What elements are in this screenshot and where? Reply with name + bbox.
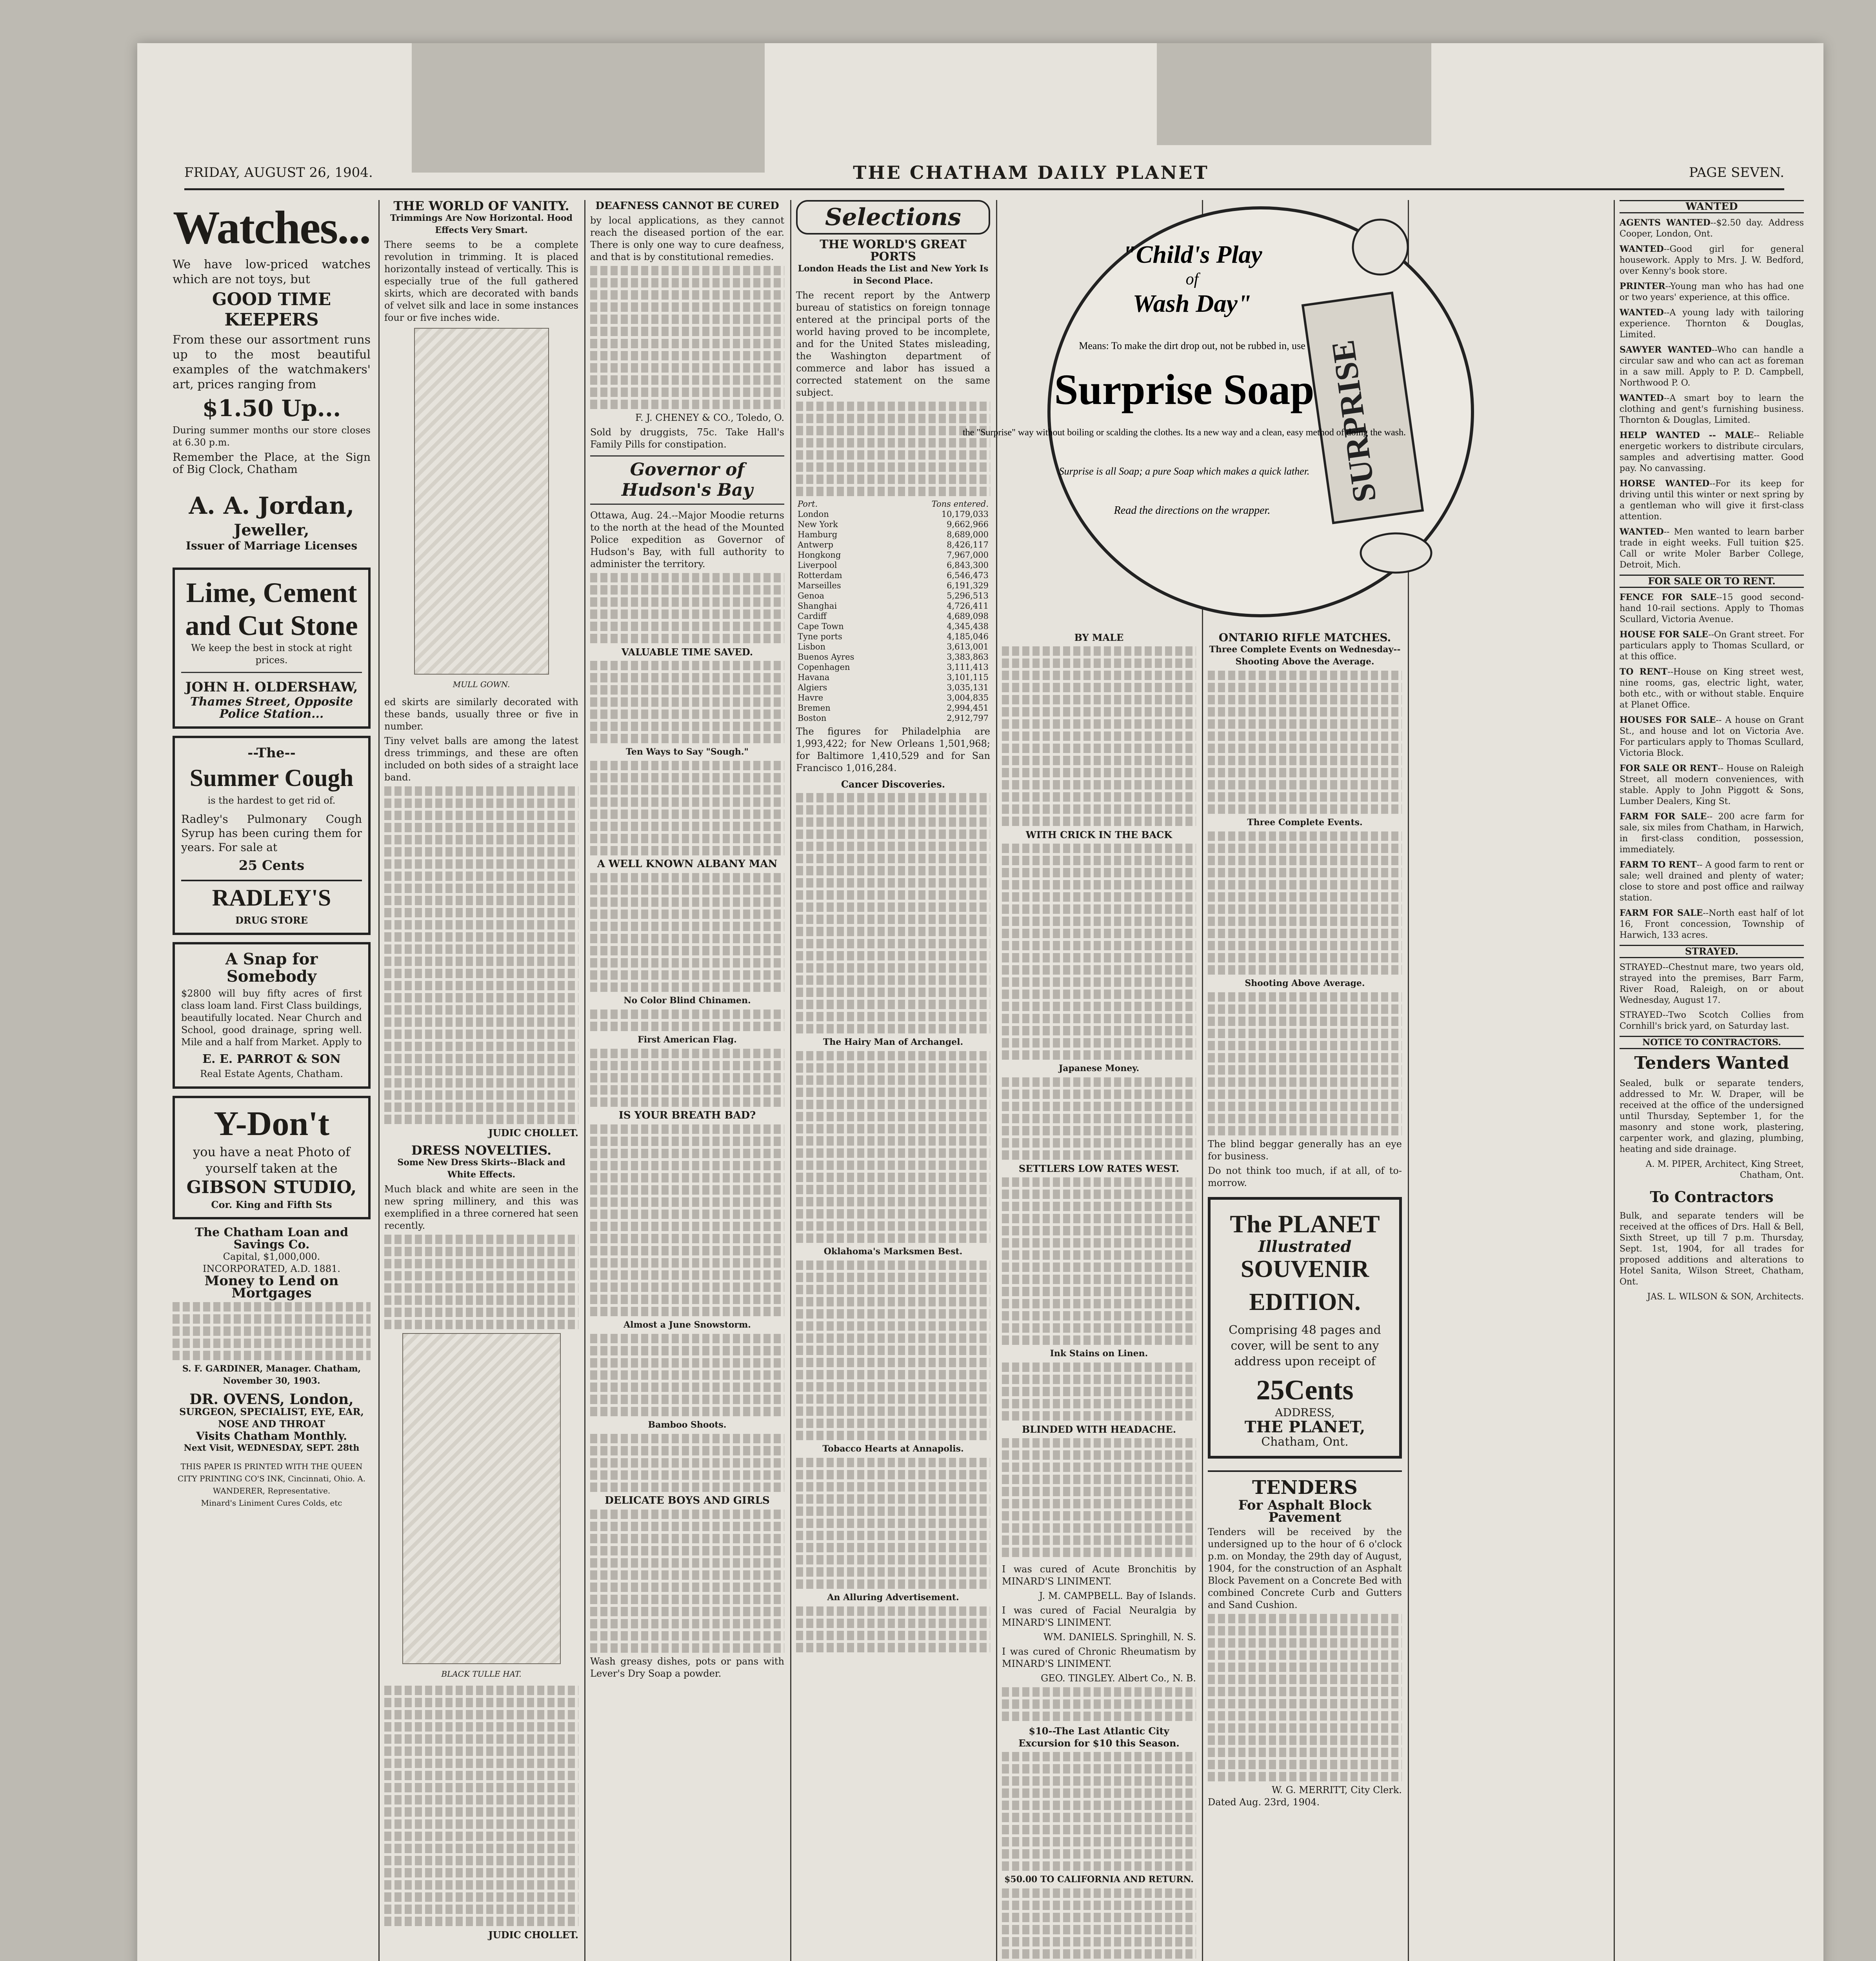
port-tons: 2,912,797 [947, 713, 989, 723]
column-rule [584, 200, 585, 1961]
gibson-address: Cor. King and Fifth Sts [211, 1199, 332, 1210]
summer-cough-ad [173, 736, 371, 935]
column-1-ads [173, 200, 371, 1961]
column-7-classifieds [1620, 200, 1804, 1961]
port-row [796, 601, 990, 611]
wanted-ad-lead: WANTED [1620, 527, 1664, 537]
ports-header-row [796, 499, 990, 509]
tomorrow-note: Do not think too much, if at all, of to-morrow. [1208, 1165, 1402, 1188]
port-row [796, 519, 990, 529]
oldershaw-name: JOHN H. OLDERSHAW, [185, 679, 358, 695]
delicate-heading: DELICATE BOYS AND GIRLS [605, 1495, 770, 1506]
governor-body: Ottawa, Aug. 24.--Major Moodie returns to the north at the head of the Mounted Police expedition as Governor of Hudson's Bay, with full authority to administer the territory. [590, 510, 784, 569]
vanity-sub: Trimmings Are Now Horizontal. Hood Effects Very Smart. [390, 213, 573, 235]
black-tulle-hat-illustration [402, 1333, 561, 1664]
port-row [796, 693, 990, 703]
planet-city: Chatham, Ont. [1261, 1435, 1349, 1449]
port-tons: 4,689,098 [947, 611, 989, 621]
dress-novelties-heading: DRESS NOVELTIES. [411, 1143, 552, 1158]
sale-ad [1620, 592, 1804, 625]
port-name: Boston [798, 713, 827, 723]
port-name: Marseilles [798, 581, 841, 590]
ports-intro: The recent report by the Antwerp bureau of statistics on foreign tonnage entered at the principal ports of the world having proved to be incomplete, and for the United States misleading, the Washington department of commerce and labor has issued a corrected statement on the same subject. [796, 290, 990, 398]
deafness-heading: DEAFNESS CANNOT BE CURED [595, 200, 779, 212]
mull-gown-illustration [414, 328, 549, 675]
page-number: PAGE SEVEN. [1689, 165, 1784, 180]
cough-price: 25 Cents [238, 858, 305, 873]
column-rule [378, 200, 380, 1961]
port-tons: 7,967,000 [947, 550, 989, 560]
port-name: Cape Town [798, 622, 844, 631]
lime-sub: We keep the best in stock at right prices. [191, 642, 352, 666]
first-flag-heading: First American Flag. [638, 1035, 737, 1045]
port-tons: 4,345,438 [947, 622, 989, 631]
jordan-sub: Issuer of Marriage Licenses [185, 539, 358, 552]
masthead [184, 161, 1784, 190]
port-row [796, 540, 990, 550]
minard-sign-1: J. M. CAMPBELL. Bay of Islands. [1039, 1590, 1196, 1601]
ink-stains-heading: Ink Stains on Linen. [1050, 1348, 1148, 1359]
tenders-date: Dated Aug. 23rd, 1904. [1208, 1797, 1320, 1808]
sale-ad-text: -- 200 acre farm for sale, six miles from Chatham, in Harwich, in first-class condition, possession, immediately. [1620, 812, 1804, 855]
radley-name: RADLEY'S [181, 880, 362, 914]
ten-ways-heading: Ten Ways to Say "Sough." [626, 747, 749, 757]
soap-means: Means: To make the dirt drop out, not be rubbed in, use [1079, 340, 1305, 351]
watches-ad-title: Watches... [173, 201, 371, 253]
planet-edition: EDITION. [1249, 1289, 1361, 1315]
ports-heading: THE WORLD'S GREAT PORTS [820, 238, 967, 264]
planet-price: 25Cents [1256, 1374, 1354, 1406]
oldershaw-address: Thames Street, Opposite Police Station... [190, 695, 353, 721]
port-row [796, 642, 990, 652]
loan-title: The Chatham Loan and Savings Co. [195, 1226, 349, 1252]
color-blind-heading: No Color Blind Chinamen. [624, 995, 751, 1006]
vanity-p3: Tiny velvet balls are among the latest dress trimmings, and these are often included on both sides of a straight lace band. [384, 735, 578, 783]
sale-ad-lead: FENCE FOR SALE [1620, 592, 1716, 602]
port-row [796, 713, 990, 723]
port-tons: 8,426,117 [947, 540, 989, 549]
planet-address-label: ADDRESS, [1275, 1406, 1335, 1419]
minard-testimonial-2: I was cured of Facial Neuralgia by MINARD'S LINIMENT. [1002, 1605, 1196, 1628]
port-col-header: Port. [798, 499, 818, 509]
rifle-sub: Three Complete Events on Wednesday--Shooting Above the Average. [1209, 644, 1401, 667]
wanted-ad-text: --A young lady with tailoring experience. Thornton & Douglas, Limited. [1620, 308, 1804, 340]
breath-heading: IS YOUR BREATH BAD? [618, 1110, 756, 1121]
tenders-wanted-heading: Tenders Wanted [1634, 1053, 1789, 1073]
planet-body: Comprising 48 pages and cover, will be sent to any address upon receipt of [1229, 1323, 1381, 1368]
jordan-name: A. A. Jordan, [189, 492, 354, 520]
watches-price: $1.50 Up... [202, 395, 341, 422]
wanted-heading: WANTED [1620, 200, 1804, 213]
port-name: Shanghai [798, 601, 837, 611]
port-row [796, 682, 990, 693]
wanted-ad [1620, 393, 1804, 426]
sale-ad [1620, 908, 1804, 941]
sale-ad-lead: HOUSES FOR SALE [1620, 715, 1716, 725]
column-3-news [590, 200, 784, 1961]
vanity-heading: THE WORLD OF VANITY. [393, 198, 569, 213]
port-tons: 3,111,413 [947, 662, 989, 672]
issue-date: FRIDAY, AUGUST 26, 1904. [184, 165, 373, 180]
vanity-p1: There seems to be a complete revolution in trimming. It is placed horizontally instead of vertically. This is especially true of the full gathered skirts, which are decorated with bands of velvet silk and lace in some instances four or five inches wide. [384, 239, 578, 323]
sale-ad-lead: FARM FOR SALE [1620, 811, 1707, 822]
watches-intro: We have low-priced watches which are not toys, but [173, 258, 371, 286]
dog-figure [1361, 533, 1431, 573]
paper-title: THE CHATHAM DAILY PLANET [853, 162, 1209, 183]
torn-edge [412, 43, 765, 173]
soap-brand: Surprise Soap [1054, 366, 1314, 413]
wanted-ad-lead: WANTED [1620, 393, 1664, 403]
minard-line: Minard's Liniment Cures Colds, etc [201, 1498, 342, 1508]
port-tons: 5,296,513 [947, 591, 989, 600]
watches-hours: During summer months our store closes at 6.30 p.m. [173, 425, 371, 448]
wanted-ad-text: -- Men wanted to learn barber trade in eight weeks. Full tuition $25. Call or write Moler Barber College, Detroit, Mich. [1620, 527, 1804, 570]
soap-box-label: SURPRISE [1324, 338, 1383, 505]
valuable-heading: VALUABLE TIME SAVED. [621, 646, 753, 658]
rifle-heading: ONTARIO RIFLE MATCHES. [1218, 631, 1391, 644]
tenders-sub: For Asphalt Block Pavement [1238, 1497, 1372, 1525]
wanted-ad [1620, 307, 1804, 340]
port-tons: 8,689,000 [947, 530, 989, 539]
port-row [796, 652, 990, 662]
wanted-ad-text: --$2.50 day. Address Cooper, London, Ont. [1620, 218, 1804, 239]
wilson-sign: JAS. L. WILSON & SON, Architects. [1647, 1292, 1804, 1302]
column-5-news [1002, 631, 1196, 1961]
ovens-name: DR. OVENS, London, [189, 1391, 354, 1408]
cancer-heading: Cancer Discoveries. [841, 779, 945, 790]
sale-ad [1620, 666, 1804, 711]
druggists-note: Sold by druggists, 75c. Take Hall's Family Pills for constipation. [590, 427, 784, 450]
planet-title: The PLANET [1230, 1210, 1380, 1238]
dress-novelties-p1: Much black and white are seen in the new spring millinery, and this was exemplified in a three cornered hat seen recently. [384, 1184, 578, 1231]
port-row [796, 611, 990, 621]
wanted-ad-lead: HELP WANTED -- MALE [1620, 430, 1754, 440]
port-name: Liverpool [798, 560, 837, 570]
port-row [796, 580, 990, 591]
loan-incorporated: INCORPORATED, A.D. 1881. [203, 1263, 340, 1274]
tenders-heading: TENDERS [1208, 1470, 1402, 1499]
mull-gown-caption: MULL GOWN. [453, 680, 510, 689]
sale-ad-text: -- House on Raleigh Street, all modern conveniences, with stable. Apply to John Piggott & Sons, Lumber Dealers, King St. [1620, 764, 1804, 806]
column-rule [790, 200, 791, 1961]
port-tons: 6,191,329 [947, 581, 989, 590]
selections-banner: Selections [796, 200, 990, 235]
torn-edge [1157, 43, 1431, 145]
gibson-studio-ad [173, 1096, 371, 1219]
child-figure [1353, 220, 1408, 275]
contractors-heading: NOTICE TO CONTRACTORS. [1620, 1036, 1804, 1049]
column-6-news [1208, 631, 1402, 1961]
albany-heading: A WELL KNOWN ALBANY MAN [597, 858, 778, 870]
cough-body: Radley's Pulmonary Cough Syrup has been curing them for years. For sale at [181, 813, 362, 854]
port-tons: 4,185,046 [947, 632, 989, 641]
port-row [796, 509, 990, 519]
wanted-list [1620, 217, 1804, 571]
port-name: Hongkong [798, 550, 841, 560]
cough-pre: --The-- [247, 745, 296, 761]
vanity-p2: ed skirts are similarly decorated with these bands, usually three or five in number. [384, 697, 578, 732]
sale-ad-text: -- A good farm to rent or sale; well drained and plenty of water; close to store and post office and railway station. [1620, 860, 1804, 903]
wanted-ad [1620, 430, 1804, 474]
blind-beggar-note: The blind beggar generally has an eye for business. [1208, 1139, 1402, 1162]
wanted-ad-text: -- Reliable energetic workers to distribute circulars, samples and advertising matter. Good pay. No canvassing. [1620, 431, 1804, 473]
sale-ad [1620, 811, 1804, 855]
sale-ad-text: --On Grant street. For particulars apply to Thomas Scullard, or at this office. [1620, 630, 1804, 662]
snap-body: $2800 will buy fifty acres of first class loam land. First Class buildings, beautifully located. Near Church and School, good drainage, spring well. Mile and a half from Market. Apply to [181, 988, 362, 1048]
soap-tagline: Surprise is all Soap; a pure Soap which makes a quick lather. [1059, 466, 1310, 477]
port-name: Genoa [798, 591, 824, 600]
port-tons: 3,004,835 [947, 693, 989, 702]
ports-outro: The figures for Philadelphia are 1,993,422; for New Orleans 1,501,968; for Baltimore 1,410,529 and for San Francisco 1,016,284. [796, 726, 990, 773]
dress-novelties-sub: Some New Dress Skirts--Black and White Effects. [397, 1157, 565, 1180]
deafness-body: by local applications, as they cannot reach the diseased portion of the ear. There is only one way to cure deafness, and that is by constitutional remedies. [590, 215, 784, 262]
port-row [796, 550, 990, 560]
port-row [796, 529, 990, 540]
snap-ad [173, 942, 371, 1089]
tulle-hat-caption: BLACK TULLE HAT. [441, 1669, 522, 1679]
settlers-heading: SETTLERS LOW RATES WEST. [1018, 1163, 1180, 1174]
port-name: New York [798, 520, 838, 529]
port-row [796, 631, 990, 642]
port-row [796, 560, 990, 570]
port-name: Havre [798, 693, 823, 702]
port-tons: 3,613,001 [947, 642, 989, 651]
piper-sign: A. M. PIPER, Architect, King Street, Chatham, Ont. [1645, 1159, 1804, 1180]
loan-sign: S. F. GARDINER, Manager. Chatham, November 30, 1903. [182, 1364, 361, 1386]
tons-col-header: Tons entered. [931, 499, 989, 509]
port-name: Havana [798, 673, 830, 682]
headache-heading: BLINDED WITH HEADACHE. [1022, 1424, 1176, 1435]
sale-ad-text: --North east half of lot 16, Front concession, Township of Harwich, 133 acres. [1620, 908, 1804, 940]
soap-slogan-3: Wash Day" [1133, 289, 1252, 317]
vanity-signature: JUDIC CHOLLET. [488, 1127, 578, 1139]
jordan-role: Jeweller, [234, 521, 309, 539]
cheney-sign: F. J. CHENEY & CO., Toledo, O. [635, 412, 784, 423]
sale-ad [1620, 763, 1804, 807]
wanted-ad-text: --Young man who has had one or two years' experience, at this office. [1620, 282, 1804, 302]
wanted-ad-text: --Good girl for general housework. Apply to Mrs. J. W. Bedford, over Kenny's book store. [1620, 244, 1804, 276]
wanted-ad [1620, 281, 1804, 303]
wanted-ad-text: --Who can handle a circular saw and who can act as foreman in a saw mill. Apply to P. D. Campbell, Northwood P. O. [1620, 345, 1804, 388]
tenders-body: Tenders will be received by the undersigned up to the hour of 6 o'clock p.m. on Monday, the 29th day of August, 1904, for the construction of an Asphalt Block Pavement on a Concrete Bed with combined Concrete Curb and Gutters and Sand Cushion. [1208, 1526, 1402, 1610]
good-time-keepers: GOOD TIME KEEPERS [212, 289, 331, 330]
port-row [796, 621, 990, 631]
port-name: Buenos Ayres [798, 652, 854, 662]
soap-body: the "Surprise" way without boiling or scalding the clothes. Its a new way and a clean, easy method of doing the wash. [963, 427, 1406, 438]
soap-slogan-2: of [1185, 270, 1199, 288]
california-heading: $50.00 TO CALIFORNIA AND RETURN. [1004, 1874, 1194, 1885]
sale-ad [1620, 859, 1804, 904]
ports-table [796, 499, 990, 723]
soap-slogan-1: "Child's Play [1122, 240, 1262, 268]
strayed-heading: STRAYED. [1620, 945, 1804, 958]
archangel-heading: The Hairy Man of Archangel. [823, 1037, 963, 1047]
planet-souvenir: SOUVENIR [1240, 1256, 1369, 1282]
to-contractors-heading: To Contractors [1650, 1188, 1774, 1206]
wanted-ad [1620, 344, 1804, 389]
column-rule [996, 200, 997, 1961]
port-name: Cardiff [798, 611, 827, 621]
minard-testimonial-3: I was cured of Chronic Rheumatism by MINARD'S LINIMENT. [1002, 1646, 1196, 1669]
wanted-ad [1620, 478, 1804, 522]
wanted-ad [1620, 217, 1804, 240]
for-sale-heading: FOR SALE OR TO RENT. [1620, 575, 1804, 588]
port-name: Rotterdam [798, 571, 842, 580]
merritt-sign: W. G. MERRITT, City Clerk. [1272, 1785, 1402, 1795]
lime-title: Lime, Cement and Cut Stone [185, 577, 358, 641]
port-name: Bremen [798, 703, 831, 713]
port-name: Algiers [798, 683, 827, 692]
sale-ad-text: -- A house on Grant St., and house and lot on Victoria Ave. For particulars apply to Thomas Scullard, Victoria Block. [1620, 715, 1804, 758]
port-tons: 6,843,300 [947, 560, 989, 570]
lime-cement-ad [173, 568, 371, 729]
ovens-visit: Visits Chatham Monthly. [196, 1430, 347, 1443]
lever-soap-note: Wash greasy dishes, pots or pans with Lever's Dry Soap a powder. [590, 1656, 784, 1679]
wanted-ad-lead: HORSE WANTED [1620, 478, 1710, 489]
sale-ad [1620, 629, 1804, 662]
port-row [796, 672, 990, 682]
port-tons: 2,994,451 [947, 703, 989, 713]
port-tons: 3,101,115 [947, 673, 989, 682]
tobacco-heading: Tobacco Hearts at Annapolis. [822, 1444, 964, 1454]
watches-place: Remember the Place, at the Sign of Big Clock, Chatham [173, 451, 371, 476]
port-row [796, 570, 990, 580]
wanted-ad-lead: PRINTER [1620, 281, 1665, 291]
strayed-2: STRAYED--Two Scotch Collies from Cornhill's brick yard, on Saturday last. [1620, 1010, 1804, 1031]
tenders-wanted-body: Sealed, bulk or separate tenders, addressed to Mr. W. Draper, will be received at the office of the undersigned until Thursday, September 1, for the masonry and stone work, plastering, carpenter work, and glazing, plumbing, heating and side drainage. [1620, 1079, 1804, 1154]
wanted-ad [1620, 244, 1804, 277]
ovens-next: Next Visit, WEDNESDAY, SEPT. 28th [184, 1443, 360, 1453]
snap-title: A Snap for Somebody [225, 950, 318, 986]
sale-ad-lead: FARM FOR SALE [1620, 908, 1703, 918]
port-name: London [798, 509, 829, 519]
planet-illustrated: Illustrated [1258, 1237, 1352, 1256]
wanted-ad-lead: SAWYER WANTED [1620, 345, 1712, 355]
port-tons: 3,383,863 [947, 652, 989, 662]
governor-heading: Governor of Hudson's Bay [590, 455, 784, 505]
sale-ad-lead: FOR SALE OR RENT [1620, 763, 1718, 773]
newspaper-page [137, 43, 1823, 1961]
printed-note: THIS PAPER IS PRINTED WITH THE QUEEN CITY PRINTING CO'S INK, Cincinnati, Ohio. A. WANDERER, Representative. [177, 1462, 366, 1495]
column-4-ports [796, 200, 990, 1961]
parrot-name: E. E. PARROT & SON [202, 1052, 341, 1066]
crick-heading: WITH CRICK IN THE BACK [1025, 829, 1172, 840]
sale-list [1620, 592, 1804, 941]
port-name: Copenhagen [798, 662, 850, 672]
sale-ad [1620, 715, 1804, 759]
gibson-name: GIBSON STUDIO, [186, 1177, 357, 1197]
atlantic-heading: $10--The Last Atlantic City Excursion for $10 this Season. [1018, 1725, 1180, 1749]
port-name: Lisbon [798, 642, 826, 651]
column-2-vanity [384, 200, 578, 1961]
wanted-ad-lead: AGENTS WANTED [1620, 218, 1711, 228]
alluring-heading: An Alluring Advertisement. [827, 1592, 959, 1603]
sale-ad-text: --15 good second-hand 10-rail sections. Apply to Thomas Scullard, Victoria Avenue. [1620, 593, 1804, 624]
by-male-heading: BY MALE [1074, 632, 1124, 643]
to-contractors-body: Bulk, and separate tenders will be received at the offices of Drs. Hall & Bell, Sixth Street, up till 7 p.m. Thursday, Sept. 1st, 1904, for all trades for proposed additions and alterations to Hotel Sanita, Wilson Street, Chatham, Ont. [1620, 1211, 1804, 1287]
wanted-ad-lead: WANTED [1620, 244, 1664, 254]
three-events-heading: Three Complete Events. [1247, 817, 1363, 828]
loan-capital: Capital, $1,000,000. [223, 1251, 320, 1262]
minard-sign-3: GEO. TINGLEY. Albert Co., N. B. [1041, 1673, 1196, 1684]
port-name: Hamburg [798, 530, 838, 539]
japanese-money-heading: Japanese Money. [1058, 1063, 1140, 1073]
wanted-ad-text: --A smart boy to learn the clothing and gent's furnishing business. Thornton & Douglas, Limited. [1620, 393, 1804, 425]
sale-ad-text: --House on King street west, nine rooms, gas, electric light, water, both etc., with or without stable. Enquire at Planet Office. [1620, 667, 1804, 710]
port-tons: 6,546,473 [947, 571, 989, 580]
port-tons: 3,035,131 [947, 683, 989, 692]
oklahoma-heading: Oklahoma's Marksmen Best. [823, 1246, 963, 1257]
port-name: Tyne ports [798, 632, 842, 641]
wanted-ad-text: --For its keep for driving until this winter or next spring by a gentleman who will give it first-class attention. [1620, 479, 1804, 522]
radley-sub: DRUG STORE [235, 915, 308, 926]
wanted-ad [1620, 526, 1804, 571]
watches-body: From these our assortment runs up to the most beautiful examples of the watchmakers' art, prices ranging from [173, 333, 371, 391]
strayed-1: STRAYED--Chestnut mare, two years old, strayed into the premises, Barr Farm, River Road, Raleigh, on or about Wednesday, August 17. [1620, 962, 1804, 1005]
column-rule [1614, 200, 1615, 1961]
ports-sub: London Heads the List and New York Is in Second Place. [798, 264, 989, 286]
shooting-heading: Shooting Above Average. [1245, 978, 1365, 988]
planet-name: THE PLANET, [1244, 1418, 1365, 1436]
port-row [796, 662, 990, 672]
ydont-body: you have a neat Photo of yourself taken at the [193, 1144, 350, 1176]
cough-title: Summer Cough [189, 765, 354, 791]
dress-signature: JUDIC CHOLLET. [488, 1929, 578, 1941]
planet-souvenir-ad [1208, 1197, 1402, 1459]
ydont-title: Y-Don't [213, 1105, 330, 1143]
ovens-role: SURGEON, SPECIALIST, EYE, EAR, NOSE AND THROAT [179, 1406, 364, 1430]
port-tons: 9,662,966 [947, 520, 989, 529]
sale-ad-lead: HOUSE FOR SALE [1620, 629, 1709, 640]
sale-ad-lead: FARM TO RENT [1620, 860, 1697, 870]
bamboo-heading: Bamboo Shoots. [648, 1420, 727, 1430]
minard-testimonial-1: I was cured of Acute Bronchitis by MINARD'S LINIMENT. [1002, 1564, 1196, 1587]
parrot-sub: Real Estate Agents, Chatham. [200, 1068, 343, 1079]
port-tons: 10,179,033 [941, 509, 989, 519]
wanted-ad-lead: WANTED [1620, 307, 1664, 318]
sale-ad-lead: TO RENT [1620, 667, 1668, 677]
port-row [796, 703, 990, 713]
loan-head: Money to Lend on Mortgages [204, 1273, 339, 1301]
soap-read: Read the directions on the wrapper. [1114, 504, 1271, 517]
cough-sub: is the hardest to get rid of. [207, 795, 336, 806]
port-name: Antwerp [798, 540, 834, 549]
minard-sign-2: WM. DANIELS. Springhill, N. S. [1043, 1632, 1196, 1643]
snowstorm-heading: Almost a June Snowstorm. [624, 1320, 751, 1330]
port-row [796, 591, 990, 601]
port-tons: 4,726,411 [947, 601, 989, 611]
